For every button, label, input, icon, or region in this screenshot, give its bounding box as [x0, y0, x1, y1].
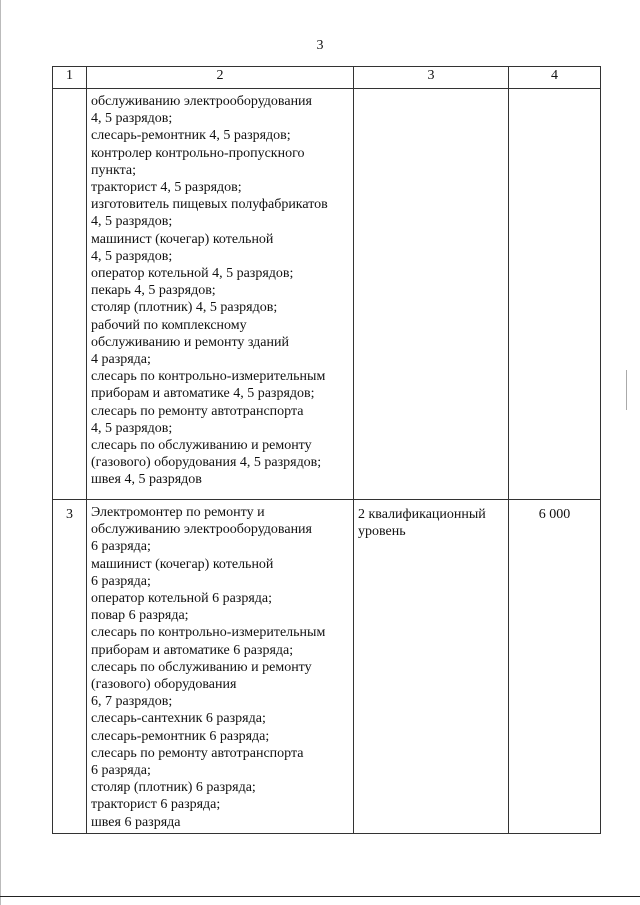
text-line: обслуживанию электрооборудования	[91, 94, 312, 109]
text-line: рабочий по комплексному	[91, 317, 247, 333]
text-line: приборам и автоматике 4, 5 разрядов;	[91, 386, 315, 402]
text-line: повар 6 разряда;	[91, 608, 189, 624]
scan-bottom-edge	[0, 896, 640, 897]
row-number-cell	[53, 500, 87, 834]
text-line: (газового) оборудования 4, 5 разрядов;	[91, 455, 322, 471]
text-line: слесарь по ремонту автотранспорта	[91, 745, 304, 761]
professions-cell	[87, 500, 354, 834]
text-line: 6, 7 разрядов;	[91, 694, 173, 710]
amount-value: 6 000	[538, 507, 571, 522]
text-line: столяр (плотник) 6 разряда;	[91, 780, 256, 796]
table-header-row	[53, 67, 601, 89]
text-line: уровень	[358, 524, 406, 540]
text-line: 4, 5 разрядов;	[91, 214, 173, 230]
text-line: пункта;	[91, 162, 136, 178]
header-col-4: 4	[509, 67, 601, 89]
professions-list	[87, 500, 353, 833]
amount-cell	[509, 500, 601, 834]
page-number: 3	[316, 38, 324, 53]
text-line: 4, 5 разрядов;	[91, 420, 173, 436]
text-line: изготовитель пищевых полуфабрикатов	[91, 197, 328, 213]
text-line: 4, 5 разрядов;	[91, 111, 173, 127]
text-line: приборам и автоматике 6 разряда;	[91, 642, 294, 658]
text-line: 6 разряда;	[91, 573, 151, 589]
text-line: тракторист 4, 5 разрядов;	[91, 180, 242, 196]
text-line: тракторист 6 разряда;	[91, 797, 221, 813]
text-line: столяр (плотник) 4, 5 разрядов;	[91, 300, 278, 316]
text-line: (газового) оборудования	[91, 677, 237, 693]
scan-edge-mark	[626, 370, 627, 410]
row-number-cell	[53, 89, 87, 500]
text-line: 4 разряда;	[91, 352, 151, 368]
level-cell	[354, 500, 509, 834]
text-line: слесарь по контрольно-измерительным	[91, 369, 326, 385]
amount-cell	[509, 89, 601, 500]
text-line: 6 разряда;	[91, 763, 151, 779]
text-line: швея 4, 5 разрядов	[91, 472, 202, 488]
text-line: оператор котельной 6 разряда;	[91, 591, 272, 607]
scan-left-edge	[0, 0, 1, 905]
text-line: слесарь по контрольно-измерительным	[91, 625, 326, 641]
text-line: слесарь-ремонтник 4, 5 разрядов;	[91, 128, 291, 144]
text-line: обслуживанию и ремонту зданий	[91, 334, 289, 350]
text-line: швея 6 разряда	[91, 814, 181, 830]
text-line: слесарь по ремонту автотранспорта	[91, 403, 304, 419]
text-line: слесарь-ремонтник 6 разряда;	[91, 728, 270, 744]
qualification-table	[52, 66, 601, 834]
header-col-1: 1	[53, 67, 87, 89]
header-col-3: 3	[354, 67, 509, 89]
text-line: Электромонтер по ремонту и	[91, 505, 265, 520]
text-line: обслуживанию электрооборудования	[91, 522, 312, 538]
table-row-3	[53, 500, 601, 834]
text-line: 2 квалификационный	[358, 507, 486, 522]
text-line: пекарь 4, 5 разрядов;	[91, 283, 216, 299]
professions-cell	[87, 89, 354, 500]
level-cell	[354, 89, 509, 500]
table-row-continuation	[53, 89, 601, 500]
text-line: машинист (кочегар) котельной	[91, 231, 274, 247]
text-line: слесарь по обслуживанию и ремонту	[91, 438, 312, 454]
text-line: контролер контрольно-пропускного	[91, 145, 305, 161]
text-line: оператор котельной 4, 5 разрядов;	[91, 266, 294, 282]
header-col-2: 2	[87, 67, 354, 89]
text-line: 6 разряда;	[91, 539, 151, 555]
text-line: слесарь-сантехник 6 разряда;	[91, 711, 266, 727]
text-line: машинист (кочегар) котельной	[91, 556, 274, 572]
professions-list	[87, 89, 353, 491]
qualification-level	[354, 500, 508, 542]
text-line: 4, 5 разрядов;	[91, 248, 173, 264]
text-line: слесарь по обслуживанию и ремонту	[91, 659, 312, 675]
row-number: 3	[66, 507, 73, 522]
